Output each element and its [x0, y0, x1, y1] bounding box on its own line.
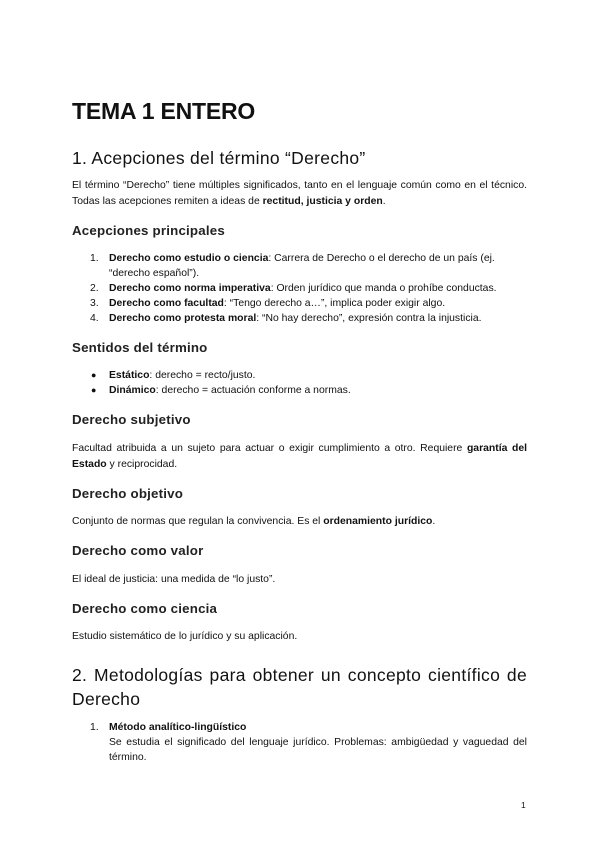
objetivo-text [72, 514, 527, 530]
list-item [72, 720, 527, 765]
item-term: Derecho como norma imperativa [109, 283, 271, 294]
section-2-heading: 2. Metodologías para obtener un concepto científico de Derecho [72, 665, 527, 709]
item-number: 4. [90, 313, 99, 324]
item-text: : derecho = recto/justo. [149, 370, 256, 381]
item-term: Estático [109, 370, 150, 381]
paragraph-text: Conjunto de normas que regulan la convivencia. Es el [72, 516, 324, 527]
item-text: : Orden jurídico que manda o prohíbe conductas. [270, 283, 497, 294]
paragraph-bold: ordenamiento jurídico [323, 516, 433, 527]
bullet-icon: ● [91, 370, 97, 380]
intro-bold: rectitud, justicia y orden [262, 196, 383, 207]
paragraph-end: . [432, 516, 436, 527]
item-number: 1. [90, 722, 99, 733]
page-number: 1 [521, 800, 526, 810]
acepciones-list [72, 251, 527, 326]
bullet-icon: ● [91, 385, 97, 395]
ciencia-text: Estudio sistemático de lo jurídico y su aplicación. [72, 631, 298, 642]
paragraph-text: Facultad atribuida a un sujeto para actuar o exigir cumplimiento a otro. Requiere [72, 443, 467, 454]
valor-text: El ideal de justicia: una medida de “lo justo”. [72, 574, 276, 585]
section-1-intro [72, 178, 527, 210]
acepciones-heading: Acepciones principales [72, 223, 225, 238]
item-term: Método analítico-lingüístico [109, 722, 247, 733]
list-item [72, 311, 527, 326]
metodologias-list [72, 720, 527, 765]
item-number: 1. [90, 253, 99, 264]
item-text: : “Tengo derecho a…”, implica poder exigir algo. [223, 298, 446, 309]
item-text: : “No hay derecho”, expresión contra la injusticia. [256, 313, 482, 324]
list-item [72, 281, 527, 296]
subjetivo-heading: Derecho subjetivo [72, 412, 191, 427]
intro-end: . [382, 196, 386, 207]
paragraph-end: y reciprocidad. [106, 459, 178, 470]
item-number: 2. [90, 283, 99, 294]
subjetivo-text [72, 441, 527, 473]
list-item [72, 296, 527, 311]
list-item [72, 383, 527, 398]
item-text: : derecho = actuación conforme a normas. [155, 385, 351, 396]
ciencia-heading: Derecho como ciencia [72, 601, 218, 616]
list-item [72, 251, 527, 281]
item-term: Derecho como facultad [109, 298, 224, 309]
item-term: Dinámico [109, 385, 156, 396]
document-title: TEMA 1 ENTERO [72, 98, 256, 124]
item-term: Derecho como estudio o ciencia [109, 253, 269, 264]
item-term: Derecho como protesta moral [109, 313, 257, 324]
sentidos-heading: Sentidos del término [72, 340, 208, 355]
section-1-heading: 1. Acepciones del término “Derecho” [72, 148, 366, 168]
item-text: : Carrera de Derecho o el derecho de un país (ej. “derecho español”). [109, 253, 495, 279]
paragraph-bold: garantía del Estado [72, 443, 527, 470]
intro-text: El término “Derecho” tiene múltiples significados, tanto en el lenguaje común como en el técnico. Todas las acepciones remiten a ideas de [72, 180, 527, 207]
item-number: 3. [90, 298, 99, 309]
objetivo-heading: Derecho objetivo [72, 486, 184, 501]
item-text: Se estudia el significado del lenguaje jurídico. Problemas: ambigüedad y vaguedad del término. [109, 737, 527, 763]
sentidos-list [72, 368, 527, 398]
list-item [72, 368, 527, 383]
valor-heading: Derecho como valor [72, 543, 204, 558]
